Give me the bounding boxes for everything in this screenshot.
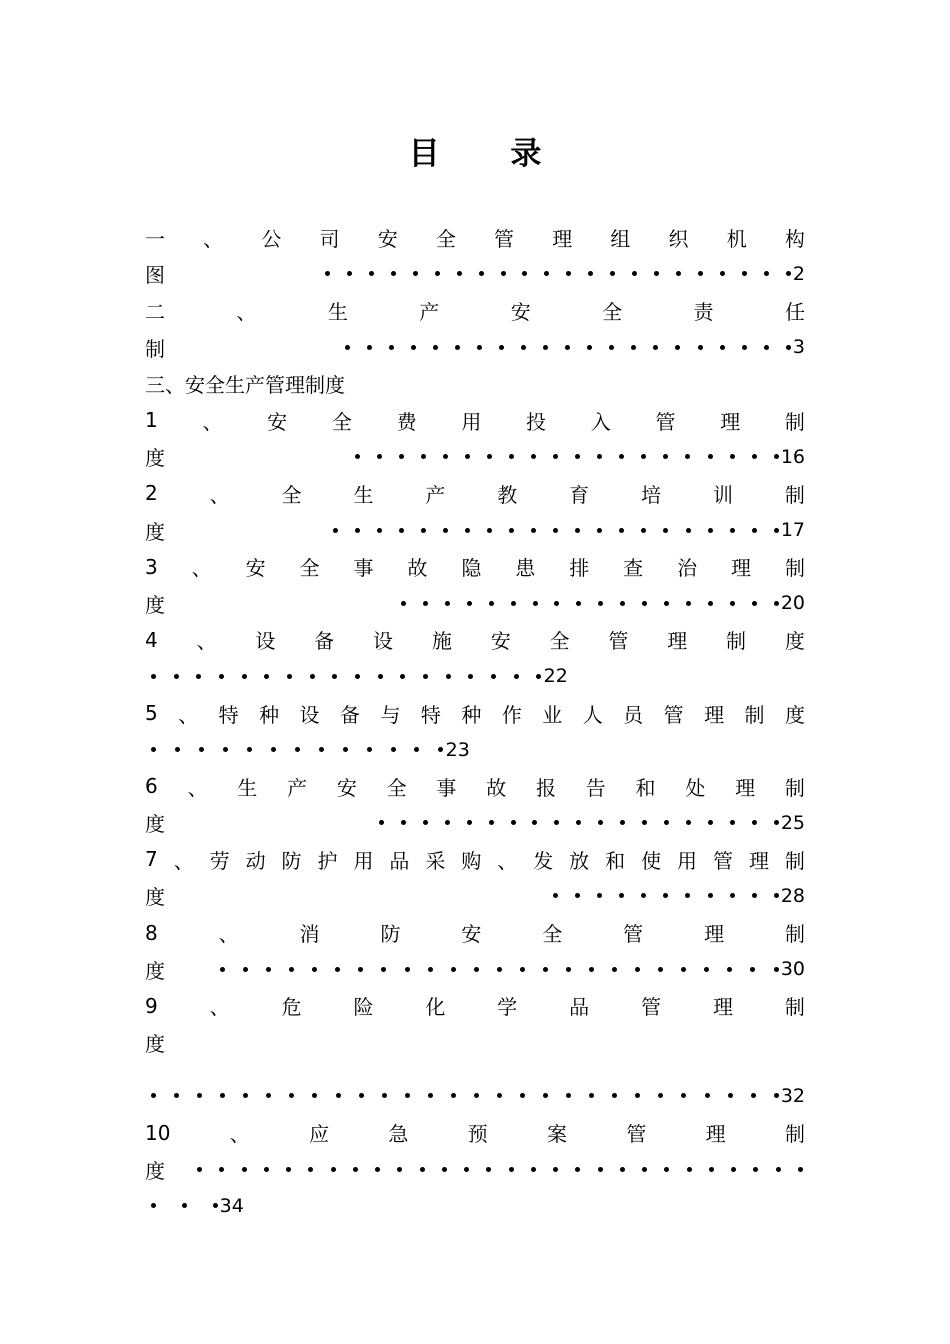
- leader-dots: [553, 893, 779, 898]
- leader-dots: [151, 1203, 218, 1208]
- entry-title-line: 4 、 设 备 设 施 安 全 管 理 制 度: [145, 627, 805, 654]
- toc-entry[interactable]: 8 、 消 防 安 全 管 理 制 度 30: [145, 914, 805, 987]
- entry-title-line: 6 、 生 产 安 全 事 故 报 告 和 处 理 制: [145, 774, 805, 800]
- toc-entry[interactable]: 二 、 生 产 安 全 责 任 制 3: [145, 292, 805, 365]
- leader-dots: [355, 454, 779, 459]
- leader-dots: [220, 967, 779, 972]
- toc-entry[interactable]: 6 、 生 产 安 全 事 故 报 告 和 处 理 制 度 25: [145, 768, 805, 841]
- leader-dots: [345, 345, 791, 350]
- entry-title-line: 5 、 特 种 设 备 与 特 种 作 业 人 员 管 理 制 度: [145, 701, 805, 727]
- table-of-contents: [145, 219, 805, 1224]
- entry-title-line: 10 、 应 急 预 案 管 理 制: [145, 1120, 805, 1147]
- leader-dots: [151, 674, 542, 679]
- entry-title-line: 1 、 安 全 费 用 投 入 管 理 制: [145, 408, 805, 434]
- leader-dots: [151, 747, 444, 752]
- page-number: 30: [780, 958, 805, 981]
- page-number: 16: [780, 445, 805, 468]
- leader-dots: [401, 601, 779, 606]
- page-number: 23: [445, 738, 470, 761]
- toc-entry[interactable]: 9 、 危 险 化 学 品 管 理 制 度 32: [145, 987, 805, 1114]
- toc-entry[interactable]: [145, 622, 805, 695]
- leader-dots: [151, 1093, 779, 1098]
- page-number: 20: [780, 592, 805, 615]
- leader-dots: [197, 1167, 803, 1172]
- toc-entry[interactable]: [145, 695, 805, 768]
- entry-title-line: 3 、 安 全 事 故 隐 患 排 查 治 理 制: [145, 554, 805, 581]
- toc-entry[interactable]: 3 、 安 全 事 故 隐 患 排 查 治 理 制 度 20: [145, 548, 805, 621]
- leader-dots: [333, 528, 779, 533]
- toc-entry[interactable]: 7 、 劳 动 防 护 用 品 采 购 、 发 放 和 使 用 管 理 制 度 28: [145, 841, 805, 914]
- section-heading: 三、安全生产管理制度: [145, 373, 345, 398]
- entry-title-line: 9 、 危 险 化 学 品 管 理 制: [145, 993, 805, 1020]
- page-number: 2: [792, 262, 805, 285]
- toc-entry[interactable]: 一 、 公 司 安 全 管 理 组 织 机 构 图 2: [145, 219, 805, 292]
- entry-title-line: 二 、 生 产 安 全 责 任: [145, 299, 805, 324]
- page-title: 目 录: [408, 136, 572, 172]
- toc-entry[interactable]: 10 、 应 急 预 案 管 理 制 度 34: [145, 1114, 805, 1224]
- page-number: 28: [780, 884, 805, 907]
- toc-entry[interactable]: [145, 365, 805, 402]
- leader-dots: [325, 271, 791, 276]
- page-number: 22: [543, 665, 568, 688]
- page-number: 25: [780, 811, 805, 834]
- toc-entry[interactable]: 1 、 安 全 费 用 投 入 管 理 制 度 16: [145, 402, 805, 475]
- page-number: 17: [780, 519, 805, 542]
- page-number: 32: [780, 1084, 805, 1107]
- entry-title-line: 8 、 消 防 安 全 管 理 制: [145, 920, 805, 947]
- leader-dots: [379, 820, 779, 825]
- entry-title-line: 7 、 劳 动 防 护 用 品 采 购 、 发 放 和 使 用 管 理 制: [145, 847, 805, 873]
- page-number: 34: [219, 1194, 244, 1217]
- entry-title-line: 一 、 公 司 安 全 管 理 组 织 机 构: [145, 226, 805, 251]
- page-number: 3: [792, 336, 805, 359]
- entry-title-line: 2 、 全 生 产 教 育 培 训 制: [145, 481, 805, 507]
- toc-entry[interactable]: 2 、 全 生 产 教 育 培 训 制 度 17: [145, 475, 805, 548]
